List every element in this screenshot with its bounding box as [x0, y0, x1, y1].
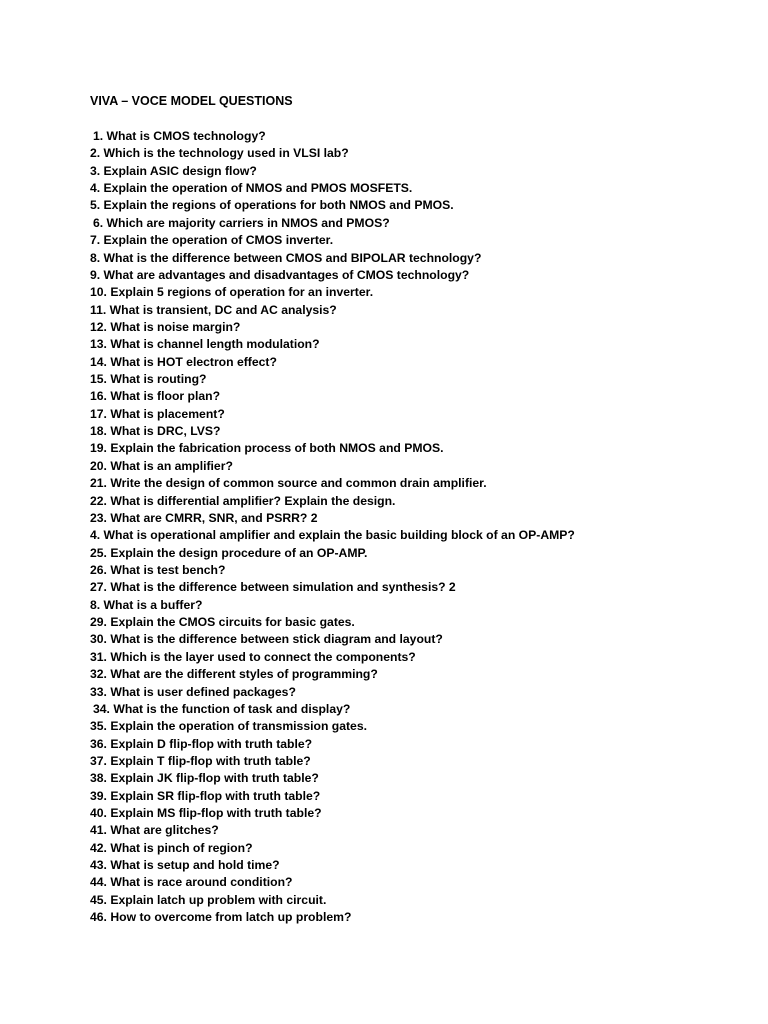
question-item: 13. What is channel length modulation?	[90, 337, 320, 352]
question-item: 34. What is the function of task and display?	[93, 701, 351, 716]
document-title: VIVA – VOCE MODEL QUESTIONS	[90, 94, 293, 108]
question-item: 11. What is transient, DC and AC analysis?	[90, 302, 337, 317]
question-item: 43. What is setup and hold time?	[90, 858, 280, 873]
question-item: 18. What is DRC, LVS?	[90, 424, 221, 439]
question-item: 6. Which are majority carriers in NMOS and PMOS?	[93, 215, 390, 230]
question-item: 9. What are advantages and disadvantages of CMOS technology?	[90, 267, 470, 282]
question-item: 17. What is placement?	[90, 406, 225, 421]
question-list	[90, 128, 575, 927]
question-item: 4. Explain the operation of NMOS and PMOS MOSFETS.	[90, 181, 413, 196]
question-item: 31. Which is the layer used to connect the components?	[90, 649, 416, 664]
question-item: 1. What is CMOS technology?	[93, 129, 266, 143]
question-item: 23. What are CMRR, SNR, and PSRR? 2	[90, 510, 318, 525]
question-item: 20. What is an amplifier?	[90, 458, 233, 473]
question-item: 41. What are glitches?	[90, 823, 219, 838]
question-item: 3. Explain ASIC design flow?	[90, 163, 257, 178]
question-item: 45. Explain latch up problem with circuit.	[90, 892, 327, 907]
question-item: 2. Which is the technology used in VLSI lab?	[90, 146, 349, 161]
question-item: 35. Explain the operation of transmission gates.	[90, 719, 367, 734]
question-item: 30. What is the difference between stick diagram and layout?	[90, 632, 443, 647]
question-item: 7. Explain the operation of CMOS inverter.	[90, 233, 334, 248]
question-item: 36. Explain D flip-flop with truth table?	[90, 736, 313, 751]
question-item: 12. What is noise margin?	[90, 319, 241, 334]
question-item: 38. Explain JK flip-flop with truth table?	[90, 771, 319, 786]
question-item: 22. What is differential amplifier? Explain the design.	[90, 493, 396, 508]
question-item: 15. What is routing?	[90, 372, 207, 387]
question-item: 5. Explain the regions of operations for both NMOS and PMOS.	[90, 198, 454, 213]
question-item: 16. What is floor plan?	[90, 389, 221, 404]
question-item: 19. Explain the fabrication process of both NMOS and PMOS.	[90, 441, 444, 456]
question-item: 27. What is the difference between simulation and synthesis? 2	[90, 580, 456, 595]
question-item: 32. What are the different styles of programming?	[90, 667, 378, 682]
question-item: 46. How to overcome from latch up problem?	[90, 910, 352, 925]
question-item: 44. What is race around condition?	[90, 875, 293, 890]
question-item: 10. Explain 5 regions of operation for an inverter.	[90, 285, 374, 300]
question-item: 25. Explain the design procedure of an OP-AMP.	[90, 545, 368, 560]
question-item: 39. Explain SR flip-flop with truth table?	[90, 788, 321, 803]
question-item: 40. Explain MS flip-flop with truth table?	[90, 806, 322, 821]
question-item: 14. What is HOT electron effect?	[90, 354, 277, 369]
question-item: 4. What is operational amplifier and explain the basic building block of an OP-AMP?	[90, 528, 575, 543]
question-item: 42. What is pinch of region?	[90, 840, 253, 855]
question-item: 37. Explain T flip-flop with truth table?	[90, 753, 311, 768]
question-item: 8. What is the difference between CMOS and BIPOLAR technology?	[90, 250, 482, 265]
question-item: 29. Explain the CMOS circuits for basic gates.	[90, 615, 355, 630]
question-item: 8. What is a buffer?	[90, 597, 203, 612]
question-item: 21. Write the design of common source and common drain amplifier.	[90, 476, 487, 491]
question-item: 26. What is test bench?	[90, 562, 226, 577]
question-item: 33. What is user defined packages?	[90, 684, 296, 699]
